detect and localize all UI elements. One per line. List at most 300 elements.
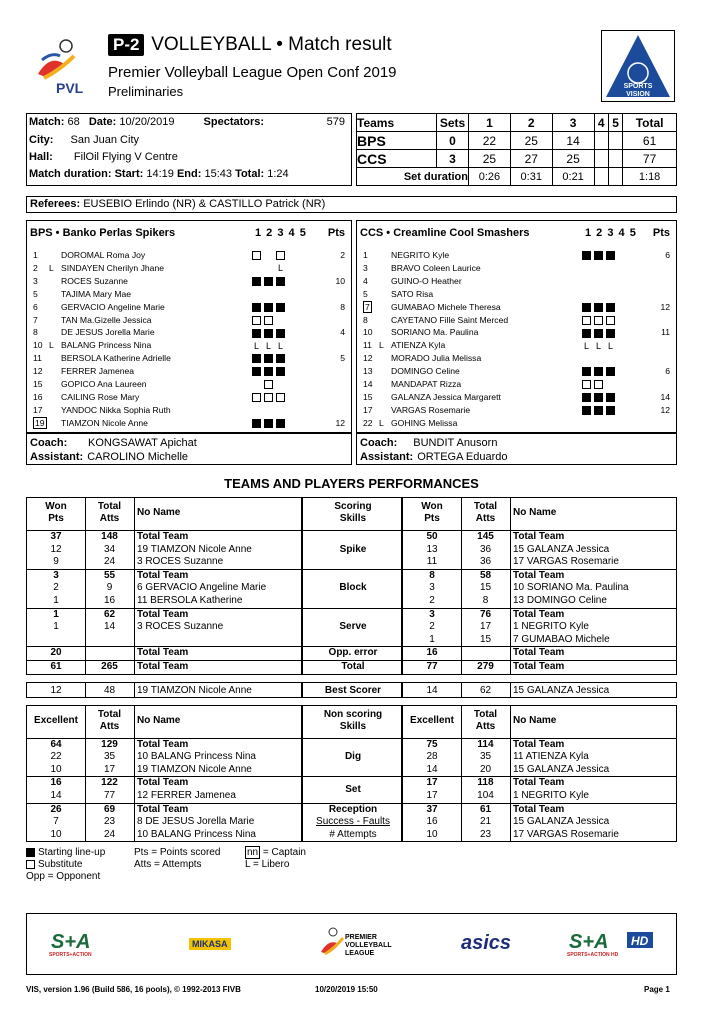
player-number: 15 (363, 391, 373, 402)
legend: Starting line-up Substitute Opp = Opponent (26, 847, 106, 882)
value-cell: 36 (479, 543, 492, 555)
name-cell: 11 BERSOLA Katherine (137, 595, 243, 606)
sponsor-pvl: PREMIER VOLLEYBALL LEAGUE (317, 924, 397, 968)
column-header: No Name (137, 714, 181, 726)
value-cell: 3 (429, 608, 435, 620)
player-name: GUMABAO Michele Theresa (391, 301, 501, 312)
svg-text:S+A: S+A (51, 931, 91, 953)
starter-square-icon (606, 367, 615, 376)
sports-vision-logo (601, 30, 675, 102)
player-number: 3 (33, 275, 38, 286)
skill-label: Dig (344, 751, 362, 763)
column-header: Atts (99, 513, 120, 524)
name-cell: Total Team (513, 608, 565, 620)
score-row-ccs: CCS 3 25 27 25 77 (357, 150, 677, 168)
player-number: 5 (33, 288, 38, 299)
set-participation (582, 339, 618, 351)
player-row (357, 378, 676, 390)
name-cell: 3 ROCES Suzanne (137, 556, 224, 568)
player-row (27, 352, 351, 364)
player-points: 6 (665, 250, 670, 260)
value-cell: 145 (477, 531, 494, 542)
value-cell: 15 (479, 582, 492, 594)
svg-text:S+A: S+A (569, 931, 609, 953)
skill-label: Reception (328, 803, 378, 815)
column-divider (134, 706, 135, 842)
player-name: DOROMAL Roma Joy (61, 250, 146, 260)
perf-cell: 62 (479, 684, 492, 696)
assistant-b: ORTEGA Eduardo (417, 451, 508, 463)
set-participation (252, 378, 276, 390)
player-name: MANDAPAT Rizza (391, 379, 462, 389)
substitute-square-icon (26, 860, 35, 869)
player-name: TAN Ma.Gizelle Jessica (61, 314, 152, 325)
team-a-title: BPS • Banko Perlas Spikers (30, 227, 176, 239)
name-cell: 11 ATIENZA Kyla (513, 751, 589, 763)
value-cell: 1 (429, 633, 435, 645)
value-cell: 122 (101, 777, 118, 789)
player-name: CAILING Rose Mary (61, 391, 140, 402)
starter-square-icon (594, 393, 603, 402)
set-slot (264, 251, 273, 260)
player-name: BALANG Princess Nina (61, 340, 152, 351)
player-row (357, 417, 676, 429)
value-cell: 9 (53, 556, 59, 568)
value-cell: 17 (426, 777, 438, 789)
value-cell: 23 (479, 828, 492, 840)
starter-square-icon (582, 329, 591, 338)
match-info-box: Match: 68 Date: 10/20/2019 Spectators: 579 City: San Juan City Hall: FilOil Flying V Centre Match duration: Start: 14:19 End: 15:43 Total: 1:24 (26, 113, 352, 186)
column-header: Excellent (410, 714, 454, 726)
player-name: BRAVO Coleen Laurice (391, 262, 481, 273)
starter-square-icon (276, 354, 285, 363)
column-divider (134, 683, 135, 697)
set-participation (582, 391, 618, 403)
player-row (27, 326, 351, 338)
starter-square-icon (594, 406, 603, 415)
value-cell: 75 (426, 738, 438, 750)
player-number: 10 (363, 327, 373, 338)
sub-square-icon (276, 251, 285, 260)
footer-page: Page 1 (644, 985, 670, 994)
value-cell: 104 (477, 789, 494, 801)
name-cell: 15 GALANZA Jessica (513, 543, 610, 555)
set-participation (252, 365, 288, 377)
nonscoring-table-ccs (402, 705, 677, 843)
libero-mark: L (379, 340, 384, 351)
starter-square-icon (264, 367, 273, 376)
player-row (27, 249, 351, 261)
name-cell: Total Team (513, 661, 565, 672)
player-name: GALANZA Jessica Margarett (391, 391, 501, 402)
player-points: 8 (340, 301, 345, 312)
starter-square-icon (582, 393, 591, 402)
referees-box: Referees: EUSEBIO Erlindo (NR) & CASTILLO Patrick (NR) (26, 196, 677, 213)
player-name: FERRER Jamenea (61, 366, 135, 377)
set-slot (264, 264, 273, 273)
column-header: Total (97, 501, 122, 512)
name-cell: Total Team (513, 531, 565, 542)
player-number: 8 (363, 314, 368, 325)
value-cell: 26 (50, 803, 62, 815)
starter-square-icon (252, 354, 261, 363)
value-cell: 13 (426, 543, 438, 555)
player-row (27, 378, 351, 390)
sponsor-bar (26, 913, 677, 975)
value-cell: 55 (103, 569, 116, 581)
value-cell: 37 (426, 803, 438, 815)
name-cell: Total Team (137, 777, 189, 789)
set-participation (252, 326, 288, 338)
column-header: No Name (137, 507, 181, 518)
player-number: 12 (363, 353, 373, 364)
value-cell: 12 (50, 543, 62, 555)
column-header: Skills (339, 513, 367, 524)
sub-square-icon (252, 251, 261, 260)
best-scorer-ccs (402, 682, 677, 698)
name-cell: 17 VARGAS Rosemarie (513, 556, 619, 568)
player-row (357, 326, 676, 338)
column-divider (510, 683, 511, 697)
name-cell: 1 NEGRITO Kyle (513, 789, 589, 801)
player-number: 8 (33, 327, 38, 338)
coach-b: BUNDIT Anusorn (413, 437, 498, 449)
value-cell: 2 (53, 582, 59, 594)
player-number: 14 (363, 379, 373, 389)
value-cell: 14 (50, 789, 62, 801)
player-points: 5 (340, 353, 345, 364)
value-cell: 265 (101, 661, 118, 672)
value-cell: 22 (50, 751, 62, 763)
name-cell: Total Team (137, 738, 189, 750)
set-participation (582, 301, 618, 313)
scoring-table-ccs (402, 497, 677, 675)
starter-square-icon (594, 367, 603, 376)
end-time: 15:43 (204, 168, 232, 180)
starter-square-icon (252, 277, 261, 286)
player-name: GOPICO Ana Laureen (61, 379, 147, 389)
libero-mark: L (379, 417, 384, 428)
row-divider (303, 738, 401, 739)
set-slot (252, 380, 261, 389)
player-number: 7 (365, 301, 370, 312)
set-slot: L (265, 340, 271, 351)
value-cell: 10 (50, 763, 62, 775)
column-header: Total (97, 708, 122, 720)
column-header: Total (473, 501, 498, 512)
value-cell: 28 (426, 751, 438, 763)
value-cell: 61 (50, 661, 62, 672)
player-row (357, 404, 676, 416)
set-slot: L (277, 340, 283, 351)
value-cell: 9 (106, 582, 113, 594)
start-time: 14:19 (146, 168, 174, 180)
starter-square-icon (594, 303, 603, 312)
scoreboard: Teams Sets 1 2 3 4 5 Total BPS 0 22 25 14 61 CCS 3 25 27 25 77 Set duration 0:26 0:31 0:21 1:18 (356, 113, 677, 186)
value-cell: 11 (426, 556, 438, 568)
scoring-table-bps (26, 497, 302, 675)
value-cell: 7 (53, 816, 59, 828)
player-number: 3 (363, 262, 368, 273)
starter-square-icon (276, 303, 285, 312)
player-number: 11 (33, 353, 42, 364)
value-cell: 1 (53, 595, 59, 606)
name-cell: 15 GALANZA Jessica (513, 816, 610, 828)
name-cell: 1 NEGRITO Kyle (513, 621, 589, 633)
best-scorer-label (302, 682, 402, 698)
player-row (357, 249, 676, 261)
value-cell: 1 (53, 608, 59, 620)
starter-square-icon (252, 419, 261, 428)
name-cell: Total Team (137, 608, 189, 620)
starter-square-icon (276, 277, 285, 286)
value-cell: 2 (429, 621, 435, 633)
sub-square-icon (264, 316, 273, 325)
player-name: NEGRITO Kyle (391, 250, 450, 260)
set-participation (582, 326, 618, 338)
player-number: 4 (363, 275, 368, 286)
player-number: 2 (33, 262, 38, 273)
column-header: Won (45, 501, 67, 512)
player-number: 5 (363, 288, 368, 299)
player-row (27, 262, 351, 274)
sports-vision-text: SPORTS VISION (623, 83, 653, 98)
name-cell: Total Team (513, 569, 565, 581)
name-cell: Total Team (137, 569, 189, 581)
skill-label: Set (345, 783, 361, 795)
player-name: ROCES Suzanne (61, 275, 128, 286)
name-cell: Total Team (137, 661, 189, 672)
set-slot: L (583, 340, 589, 351)
value-cell: 24 (103, 828, 116, 840)
starter-square-icon (582, 303, 591, 312)
sub-square-icon (264, 380, 273, 389)
player-row (27, 404, 351, 416)
team-b-title: CCS • Creamline Cool Smashers (360, 227, 530, 239)
player-row (27, 339, 351, 351)
player-row (27, 365, 351, 377)
value-cell: 36 (479, 556, 492, 568)
skill-label: Spike (339, 543, 367, 555)
value-cell: 3 (429, 582, 435, 594)
player-points: 12 (335, 417, 345, 428)
value-cell: 34 (103, 543, 116, 555)
player-points: 10 (335, 275, 345, 286)
set-participation (252, 352, 288, 364)
sub-square-icon (582, 380, 591, 389)
best-scorer-bps (26, 682, 302, 698)
value-cell: 76 (479, 608, 492, 620)
sponsor-mikasa: MIKASA (189, 938, 231, 950)
best-scorer-name: 15 GALANZA Jessica (513, 684, 610, 696)
sub-square-icon (594, 316, 603, 325)
name-cell: 3 ROCES Suzanne (137, 621, 224, 633)
starter-square-icon (264, 329, 273, 338)
skill-label: Total (341, 661, 365, 672)
name-cell: 10 SORIANO Ma. Paulina (513, 582, 629, 594)
sponsor-sports-action-hd: S+A HD SPORTS+ACTION HD (567, 928, 657, 958)
value-cell: 24 (103, 556, 116, 568)
column-header: Won (421, 501, 443, 512)
nonscoring-skills-column (302, 705, 402, 843)
report-header (108, 34, 392, 56)
starter-square-icon (606, 329, 615, 338)
player-points: 12 (660, 404, 670, 415)
name-cell: 15 GALANZA Jessica (513, 763, 610, 775)
name-cell: 10 BALANG Princess Nina (137, 751, 256, 763)
value-cell: 58 (479, 569, 492, 581)
value-cell: 64 (50, 738, 62, 750)
name-cell: Total Team (137, 531, 189, 542)
set-slot: L (595, 340, 601, 351)
player-row (27, 288, 351, 300)
performance-title: TEAMS AND PLAYERS PERFORMANCES (224, 476, 479, 491)
phase-name: Preliminaries (108, 84, 184, 99)
set-participation (582, 404, 618, 416)
player-number: 11 (363, 340, 372, 351)
skill-label: Best Scorer (324, 684, 382, 696)
player-name: VARGAS Rosemarie (391, 404, 471, 415)
set-slot (252, 264, 261, 273)
name-cell: 6 GERVACIO Angeline Marie (137, 582, 267, 594)
column-header: No Name (513, 507, 557, 518)
player-number: 17 (33, 404, 43, 415)
player-number: 16 (33, 391, 43, 402)
set-slot: L (607, 340, 613, 351)
player-row (357, 301, 676, 313)
player-number: 17 (363, 404, 373, 415)
set-duration-row: Set duration 0:26 0:31 0:21 1:18 (357, 168, 677, 186)
player-name: BERSOLA Katherine Adrielle (61, 353, 171, 364)
column-header: Atts (475, 513, 496, 524)
player-number: 15 (33, 379, 43, 389)
row-divider (303, 569, 401, 570)
referees: EUSEBIO Erlindo (NR) & CASTILLO Patrick (NR) (83, 198, 326, 210)
player-row (357, 339, 676, 351)
starter-square-icon (276, 329, 285, 338)
name-cell: Total Team (137, 803, 189, 815)
player-number: 12 (33, 366, 43, 377)
value-cell: 16 (426, 816, 438, 828)
sponsor-sports-action: S+A SPORTS+ACTION (49, 931, 92, 958)
column-header: Total (473, 708, 498, 720)
skill-sublabel: Success - Faults (316, 816, 390, 828)
player-number: 13 (363, 366, 373, 377)
value-cell: 1 (53, 621, 59, 633)
column-header: No Name (513, 714, 557, 726)
value-cell: 77 (426, 661, 438, 672)
player-row (27, 417, 351, 429)
starter-square-icon (252, 303, 261, 312)
name-cell: Total Team (137, 647, 189, 659)
sub-square-icon (252, 316, 261, 325)
city: San Juan City (70, 134, 139, 146)
starter-square-icon (264, 303, 273, 312)
value-cell: 61 (479, 803, 492, 815)
column-header: Pts (48, 513, 64, 524)
name-cell: 17 VARGAS Rosemarie (513, 828, 619, 840)
set-participation (582, 314, 618, 326)
player-row (27, 301, 351, 313)
set-participation (252, 249, 288, 261)
column-divider (510, 706, 511, 842)
value-cell: 14 (103, 621, 116, 633)
value-cell: 21 (479, 816, 492, 828)
roster-ccs: CCS • Creamline Cool Smashers 1 2 3 4 5 Pts 1 NEGRITO Kyle 6 3 BRAVO Coleen Laurice 4 GUINO-O Heather 5 SATO Risa 7 GUMABAO Michele Theresa 12 8 CAYETANO Fille Saint Merced 10 SORIANO Ma. Paulina 11 11 L ATIENZA Kyla L L L 12 MORADO Julia Melissa 13 DOMINGO Celine 6 14 MANDAPAT Rizza 15 GALANZA Jessica Margarett 14 17 VARGAS Rosemarie 12 22 L GOHING Melissa (356, 220, 677, 433)
player-row (357, 391, 676, 403)
player-name: GERVACIO Angeline Marie (61, 301, 165, 312)
league-name: Premier Volleyball League Open Conf 2019 (108, 64, 397, 81)
starter-square-icon (264, 277, 273, 286)
player-points: 6 (665, 366, 670, 377)
starter-square-icon (276, 367, 285, 376)
column-header: Excellent (34, 714, 78, 726)
footer-version: VIS, version 1.96 (Build 586, 16 pools), © 1992-2013 FIVB (26, 985, 241, 994)
value-cell: 35 (479, 751, 492, 763)
starter-square-icon (606, 406, 615, 415)
starter-square-icon (252, 367, 261, 376)
player-name: GUINO-O Heather (391, 275, 462, 286)
player-number: 7 (33, 314, 38, 325)
libero-mark: L (49, 262, 54, 273)
scoring-skills-column (302, 497, 402, 675)
player-name: TAJIMA Mary Mae (61, 288, 132, 299)
value-cell: 3 (53, 569, 59, 581)
player-row (357, 314, 676, 326)
name-cell: 13 DOMINGO Celine (513, 595, 607, 606)
value-cell: 37 (50, 531, 62, 542)
value-cell: 62 (103, 608, 116, 620)
skill-label: Block (339, 582, 367, 594)
set-slot: L (277, 263, 283, 274)
player-row (27, 275, 351, 287)
best-scorer-name: 19 TIAMZON Nicole Anne (137, 684, 252, 696)
value-cell: 50 (426, 531, 438, 542)
value-cell: 17 (426, 789, 438, 801)
set-participation (582, 249, 618, 261)
starter-square-icon (264, 354, 273, 363)
name-cell: 10 BALANG Princess Nina (137, 828, 256, 840)
starter-square-icon (606, 303, 615, 312)
column-header: Non scoring (323, 708, 383, 720)
sub-square-icon (582, 316, 591, 325)
starting-square-icon (26, 848, 35, 857)
name-cell: 19 TIAMZON Nicole Anne (137, 543, 252, 555)
set-participation (252, 339, 288, 351)
perf-cell: 14 (426, 684, 438, 696)
player-name: MORADO Julia Melissa (391, 353, 482, 364)
player-row (27, 314, 351, 326)
skill-label: Serve (339, 621, 367, 633)
skill-label: Opp. error (328, 647, 378, 659)
column-header: Skills (339, 720, 367, 732)
value-cell: 16 (50, 777, 62, 789)
set-participation (252, 301, 288, 313)
player-points: 14 (660, 391, 670, 402)
coach-box-a: Coach: KONGSAWAT Apichat Assistant: CAROLINO Michelle (26, 433, 352, 465)
total-duration: 1:24 (267, 168, 289, 180)
column-header: Pts (424, 513, 440, 524)
starter-square-icon (582, 406, 591, 415)
value-cell: 77 (103, 789, 116, 801)
player-row (357, 275, 676, 287)
player-name: SINDAYEN Cherilyn Jhane (61, 262, 165, 273)
value-cell: 129 (101, 738, 118, 750)
player-name: GOHING Melissa (391, 417, 458, 428)
sub-square-icon (264, 393, 273, 402)
value-cell: 17 (479, 621, 492, 633)
player-name: DE JESUS Jorella Marie (61, 327, 155, 338)
